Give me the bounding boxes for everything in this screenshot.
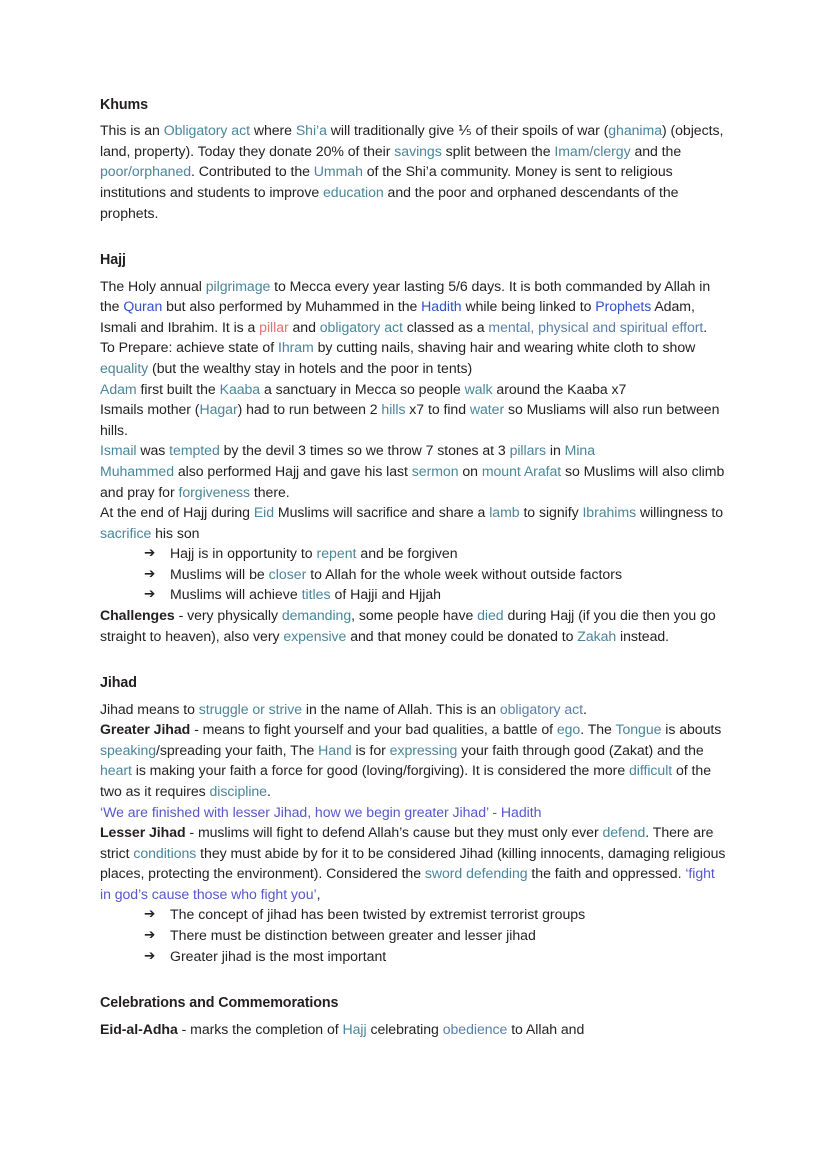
text-run: Ismail: [100, 442, 137, 459]
text-run: to Mecca every year lasting 5/6 days. It is both commanded by Allah in the: [100, 277, 711, 315]
text-run: mount Arafat: [481, 462, 562, 479]
text-run: instead.: [616, 627, 670, 644]
text-run: by cutting nails, shaving hair and wearing white cloth to show: [313, 339, 696, 356]
text-run: there.: [250, 483, 290, 500]
text-run: to Allah for the whole week without outside factors: [306, 565, 623, 582]
text-run: of the Shi’a community. Money is sent to religious institutions and students to improve: [100, 163, 673, 201]
text-run: Muhammed: [100, 462, 175, 479]
text-run: the faith and oppressed.: [527, 865, 686, 882]
paragraph-hajj-challenges: [100, 605, 728, 646]
text-run: Adam, Ismali and Ibrahim. It is a: [100, 298, 695, 335]
text-run: Quran: [123, 298, 163, 315]
text-run: lamb: [489, 504, 520, 521]
list-item-text: [170, 586, 441, 602]
text-run: education: [323, 184, 384, 201]
text-run: they must abide by for it to be considered Jihad (killing innocents, damaging religious places, protecting the environment). Considered the: [100, 844, 726, 882]
text-run: To Prepare: achieve state of: [100, 339, 278, 356]
list-item-text: [170, 927, 536, 943]
text-run: ‘fight in god’s cause those who fight you’: [100, 865, 715, 902]
text-run: Mina: [564, 442, 595, 459]
text-run: Hagar: [199, 401, 238, 418]
text-run: expensive: [283, 627, 347, 644]
text-run: struggle or strive: [198, 700, 303, 717]
text-run: titles: [301, 586, 331, 603]
list-item-text: [170, 906, 585, 922]
list-item: [144, 904, 728, 925]
text-run: - very physically: [174, 607, 282, 624]
text-run: is making your faith a force for good (loving/forgiving). It is considered the more: [131, 762, 629, 779]
arrow-right-icon: ➔: [144, 545, 156, 561]
text-run: At the end of Hajj during: [100, 504, 254, 521]
text-run: Greater Jihad: [100, 721, 191, 738]
text-run: Ihram: [277, 339, 314, 356]
text-run: - muslims will fight to defend Allah’s cause but they must only ever: [185, 824, 603, 841]
text-run: Eid-al-Adha: [100, 1020, 178, 1037]
text-run: Lesser Jihad: [100, 824, 186, 841]
text-run: water: [469, 401, 505, 418]
text-run: and the poor and orphaned descendants of the prophets.: [100, 184, 679, 221]
text-run: Eid: [253, 504, 275, 521]
text-run: Prophets: [595, 298, 652, 315]
text-run: discipline: [209, 782, 267, 799]
text-run: Imam/clergy: [554, 142, 631, 159]
paragraph-jihad-p1: [100, 699, 728, 720]
paragraph-hajj-p3: [100, 379, 728, 400]
text-run: Hajj is in opportunity to: [170, 545, 317, 562]
text-run: ) had to run between 2: [237, 401, 382, 418]
paragraph-hajj-p2: [100, 337, 728, 378]
text-run: expressing: [389, 741, 458, 758]
text-run: . Contributed to the: [191, 163, 314, 180]
text-run: while being linked to: [461, 298, 596, 315]
text-run: sermon: [411, 462, 459, 479]
text-run: a sanctuary in Mecca so people: [260, 380, 465, 397]
text-run: (but the wealthy stay in hotels and the poor in tents): [148, 359, 473, 376]
text-run: Adam: [100, 380, 137, 397]
text-run: defend: [602, 824, 646, 841]
text-run: so Musliams will also run between hills.: [100, 401, 720, 438]
text-run: /spreading your faith, The: [156, 741, 319, 758]
text-run: split between the: [441, 142, 555, 159]
text-run: on: [458, 462, 482, 479]
text-run: .: [583, 700, 587, 717]
text-run: ego: [556, 721, 581, 738]
text-run: . There are strict: [100, 824, 714, 861]
text-run: . The: [580, 721, 616, 738]
text-run: ,: [316, 885, 321, 902]
text-run: Jihad means to: [100, 700, 199, 717]
arrow-right-icon: ➔: [144, 906, 156, 922]
text-run: during Hajj (if you die then you go straight to heaven), also very: [100, 607, 716, 644]
paragraph-hajj-p1: [100, 276, 728, 338]
section-heading-celebrations: Celebrations and Commemorations: [100, 995, 339, 1012]
text-run: Hajj: [342, 1020, 367, 1037]
arrow-right-icon: ➔: [144, 927, 156, 943]
text-run: savings: [394, 142, 442, 159]
text-run: Hand: [318, 741, 352, 758]
text-run: x7 to find: [405, 401, 470, 418]
text-run: Muslims will sacrifice and share a: [274, 504, 490, 521]
list-item-text: [170, 545, 458, 561]
document-body: [100, 96, 728, 1039]
arrow-right-icon: ➔: [144, 947, 156, 963]
text-run: - marks the completion of: [177, 1020, 343, 1037]
text-run: equality: [100, 359, 149, 376]
section-spacer: [100, 966, 728, 994]
text-run: by the devil 3 times so we throw 7 stones at 3: [219, 442, 510, 459]
text-run: walk: [464, 380, 493, 397]
section-spacer: [100, 223, 728, 251]
section-celebrations: [100, 994, 728, 1039]
text-run: pillars: [509, 442, 547, 459]
text-run: is abouts: [661, 721, 722, 738]
text-run: Muslims will be: [170, 565, 269, 582]
text-run: willingness to: [636, 504, 724, 521]
text-run: was: [136, 442, 170, 459]
text-run: Ismails mother (: [100, 401, 200, 418]
text-run: and that money could be donated to: [346, 627, 578, 644]
section-heading-hajj: Hajj: [100, 252, 126, 269]
text-run: forgiveness: [178, 483, 251, 500]
list-item: [144, 564, 728, 585]
text-run: so Muslims will also climb and pray for: [100, 462, 725, 500]
arrow-right-icon: ➔: [144, 565, 156, 581]
text-run: poor/orphaned: [100, 163, 192, 180]
list-item: [144, 925, 728, 946]
section-jihad: [100, 674, 728, 966]
text-run: his son: [151, 524, 200, 541]
text-run: Zakah: [577, 627, 617, 644]
text-run: but also performed by Muhammed in the: [162, 298, 422, 315]
bullet-list-jihad: [100, 904, 728, 966]
text-run: , some people have: [351, 607, 478, 624]
list-item: [144, 946, 728, 967]
text-run: hills: [381, 401, 406, 418]
text-run: speaking: [100, 741, 157, 758]
arrow-right-icon: ➔: [144, 586, 156, 602]
text-run: of Hajji and Hjjah: [330, 586, 442, 603]
list-item-text: [170, 948, 386, 964]
text-run: The Holy annual: [100, 277, 206, 294]
paragraph-hajj-p6: [100, 461, 728, 502]
text-run: Tongue: [615, 721, 662, 738]
text-run: This is an: [100, 122, 164, 139]
text-run: Ibrahims: [582, 504, 637, 521]
text-run: Shi’a: [295, 122, 327, 139]
text-run: where: [249, 122, 296, 139]
text-run: The concept of jihad has been twisted by extremist terrorist groups: [170, 906, 586, 923]
paragraph-jihad-p3: [100, 802, 728, 823]
text-run: sword defending: [424, 865, 528, 882]
text-run: your faith through good (Zakat) and the: [457, 741, 704, 758]
text-run: will traditionally give ⅕ of their spoils of war (: [326, 122, 609, 139]
text-run: and: [288, 318, 320, 335]
text-run: obedience: [442, 1020, 508, 1037]
paragraph-jihad-p2: [100, 719, 728, 801]
list-item-text: [170, 566, 622, 582]
paragraph-jihad-p4: [100, 822, 728, 904]
paragraph-hajj-p5: [100, 440, 728, 461]
text-run: conditions: [133, 844, 197, 861]
paragraph-celebrations-p1: [100, 1019, 728, 1040]
text-run: difficult: [628, 762, 673, 779]
text-run: in the name of Allah. This is an: [302, 700, 500, 717]
text-run: Greater jihad is the most important: [170, 947, 387, 964]
text-run: Kaaba: [219, 380, 261, 397]
text-run: to signify: [519, 504, 583, 521]
section-spacer: [100, 646, 728, 674]
text-run: to Allah and: [507, 1020, 585, 1037]
text-run: tempted: [169, 442, 220, 459]
list-item: [144, 543, 728, 564]
text-run: Challenges: [100, 607, 175, 624]
text-run: .: [266, 782, 271, 799]
text-run: first built the: [136, 380, 220, 397]
text-run: pilgrimage: [205, 277, 271, 294]
text-run: sacrifice: [100, 524, 152, 541]
text-run: is for: [351, 741, 390, 758]
section-hajj: [100, 251, 728, 646]
section-heading-khums: Khums: [100, 97, 148, 113]
text-run: ) (objects, land, property). Today they donate 20% of their: [100, 122, 724, 159]
paragraph-hajj-p7: [100, 502, 728, 543]
bullet-list-hajj: [100, 543, 728, 605]
text-run: and the: [630, 142, 682, 159]
text-run: ‘We are finished with lesser Jihad, how we begin greater Jihad’ - Hadith: [100, 803, 542, 820]
text-run: ghanima: [608, 122, 662, 139]
text-run: of the two as it requires: [100, 762, 711, 799]
section-khums: [100, 96, 728, 223]
paragraph-khums-p1: [100, 120, 728, 223]
text-run: obligatory act: [319, 318, 403, 335]
text-run: also performed Hajj and gave his last: [174, 462, 412, 479]
text-run: and be forgiven: [356, 545, 458, 562]
text-run: around the Kaaba x7: [492, 380, 627, 397]
text-run: closer: [268, 565, 307, 582]
section-heading-jihad: Jihad: [100, 675, 137, 692]
list-item: [144, 584, 728, 605]
text-run: celebrating: [366, 1020, 443, 1037]
text-run: There must be distinction between greater and lesser jihad: [170, 927, 536, 944]
text-run: Muslims will achieve: [170, 586, 302, 603]
text-run: .: [703, 318, 708, 335]
paragraph-hajj-p4: [100, 399, 728, 440]
text-run: classed as a: [402, 318, 489, 335]
text-run: died: [477, 607, 504, 624]
text-run: demanding: [281, 607, 352, 624]
text-run: Ummah: [313, 163, 363, 180]
text-run: obligatory act: [499, 700, 583, 717]
text-run: repent: [316, 545, 357, 562]
text-run: mental, physical and spiritual effort: [488, 318, 704, 335]
text-run: heart: [100, 762, 132, 779]
text-run: pillar: [259, 318, 289, 335]
text-run: Obligatory act: [163, 122, 250, 139]
text-run: Hadith: [421, 298, 462, 315]
text-run: in: [546, 442, 565, 459]
text-run: - means to fight yourself and your bad qualities, a battle of: [190, 721, 557, 738]
